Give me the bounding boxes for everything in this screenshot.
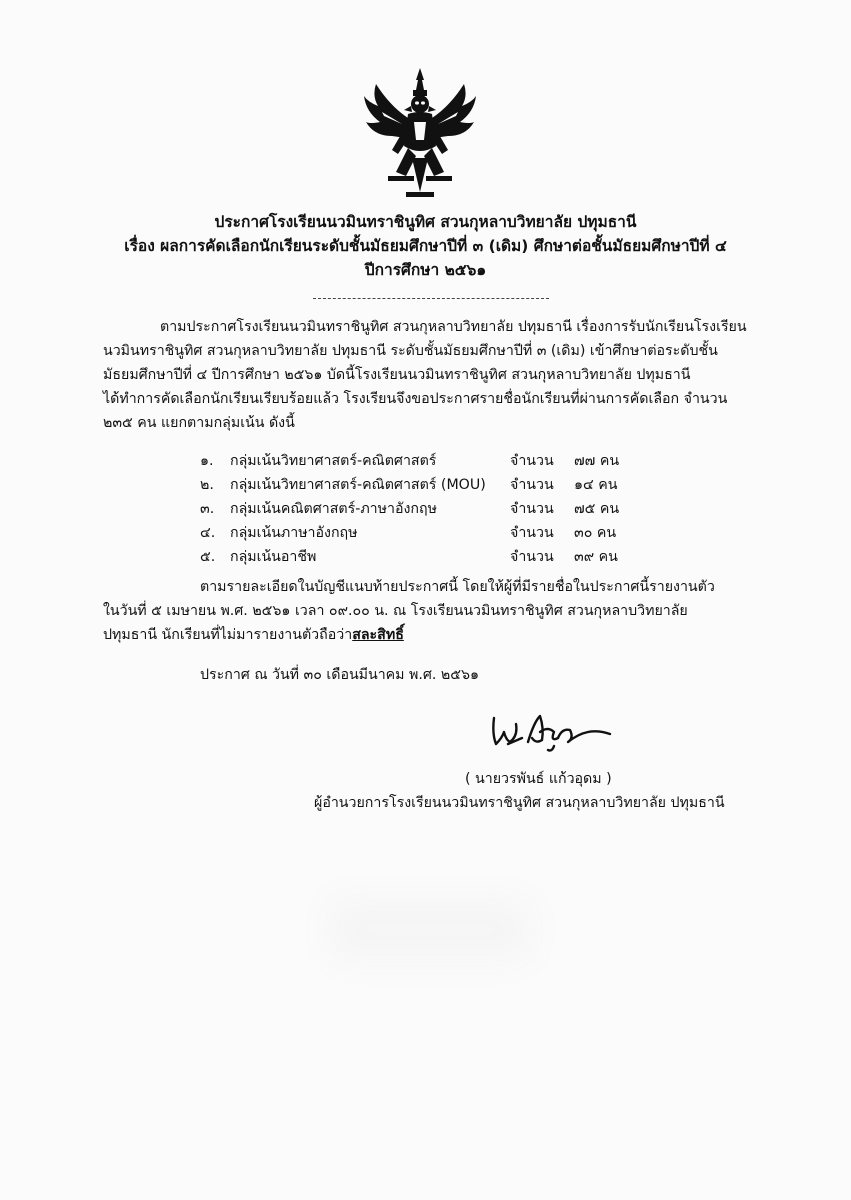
closing-line <box>103 624 404 646</box>
track-count: ๗๕ คน <box>574 501 620 517</box>
scan-bleed-mark <box>330 900 530 960</box>
track-count: ๗๗ คน <box>574 453 620 469</box>
track-row <box>200 474 660 496</box>
track-name: กลุ่มเน้นคณิตศาสตร์-ภาษาอังกฤษ <box>230 501 437 517</box>
track-count: ๓๙ คน <box>574 549 618 565</box>
body-line: ตามประกาศโรงเรียนนวมินทราชินูทิศ สวนกุหลาบวิทยาลัย ปทุมธานี เรื่องการรับนักเรียนโรงเรียน <box>160 319 747 335</box>
track-name: กลุ่มเน้นวิทยาศาสตร์-คณิตศาสตร์ (MOU) <box>230 477 486 493</box>
garuda-emblem-icon <box>362 66 478 200</box>
track-number: ๔. <box>200 525 216 541</box>
track-number: ๑. <box>200 453 214 469</box>
closing-line: ตามรายละเอียดในบัญชีแนบท้ายประกาศนี้ โดยให้ผู้ที่มีรายชื่อในประกาศนี้รายงานตัว <box>200 579 715 595</box>
body-line: ได้ทำการคัดเลือกนักเรียนเรียบร้อยแล้ว โรงเรียนจึงขอประกาศรายชื่อนักเรียนที่ผ่านการคัดเลือก จำนวน <box>103 391 728 407</box>
track-number: ๕. <box>200 549 216 565</box>
track-name: กลุ่มเน้นวิทยาศาสตร์-คณิตศาสตร์ <box>230 453 437 469</box>
track-count-label: จำนวน <box>510 549 554 565</box>
announcement-date: ประกาศ ณ วันที่ ๓๐ เดือนมีนาคม พ.ศ. ๒๕๖๑ <box>200 667 480 683</box>
announcement-subject: เรื่อง ผลการคัดเลือกนักเรียนระดับชั้นมัธยมศึกษาปีที่ ๓ (เดิม) ศึกษาต่อชั้นมัธยมศึกษาปีที่ ๔ <box>124 237 727 255</box>
track-number: ๒. <box>200 477 214 493</box>
dashed-divider <box>313 298 549 299</box>
academic-year: ปีการศึกษา ๒๕๖๑ <box>364 261 487 279</box>
track-count-label: จำนวน <box>510 477 554 493</box>
signatory-position: ผู้อำนวยการโรงเรียนนวมินทราชินูทิศ สวนกุหลาบวิทยาลัย ปทุมธานี <box>314 795 725 811</box>
closing-text: ปทุมธานี นักเรียนที่ไม่มารายงานตัวถือว่า <box>103 627 353 643</box>
track-count: ๑๔ คน <box>574 477 618 493</box>
track-row <box>200 498 660 520</box>
track-name: กลุ่มเน้นอาชีพ <box>230 549 317 565</box>
track-count-label: จำนวน <box>510 525 554 541</box>
announcement-title: ประกาศโรงเรียนนวมินทราชินูทิศ สวนกุหลาบวิทยาลัย ปทุมธานี <box>214 213 637 231</box>
forfeit-text: สละสิทธิ์ <box>352 627 404 643</box>
body-line: มัธยมศึกษาปีที่ ๔ ปีการศึกษา ๒๕๖๑ บัดนี้โรงเรียนนวมินทราชินูทิศ สวนกุหลาบวิทยาลัย ปทุมธานี <box>103 367 691 383</box>
track-row <box>200 546 660 568</box>
track-count-label: จำนวน <box>510 501 554 517</box>
handwritten-signature <box>488 708 614 754</box>
track-row <box>200 450 660 472</box>
track-name: กลุ่มเน้นภาษาอังกฤษ <box>230 525 358 541</box>
body-line: นวมินทราชินูทิศ สวนกุหลาบวิทยาลัย ปทุมธานี ระดับชั้นมัธยมศึกษาปีที่ ๓ (เดิม) เข้าศึกษาต่อระดับชั้น <box>103 343 718 359</box>
signatory-name: ( นายวรพันธ์ แก้วอุดม ) <box>465 771 612 787</box>
track-count: ๓๐ คน <box>574 525 617 541</box>
body-line: ๒๓๕ คน แยกตามกลุ่มเน้น ดังนี้ <box>103 415 295 431</box>
track-row <box>200 522 660 544</box>
track-count-label: จำนวน <box>510 453 554 469</box>
closing-line: ในวันที่ ๕ เมษายน พ.ศ. ๒๕๖๑ เวลา ๐๙.๐๐ น. ณ โรงเรียนนวมินทราชินูทิศ สวนกุหลาบวิทยาลัย <box>103 603 688 619</box>
track-number: ๓. <box>200 501 215 517</box>
